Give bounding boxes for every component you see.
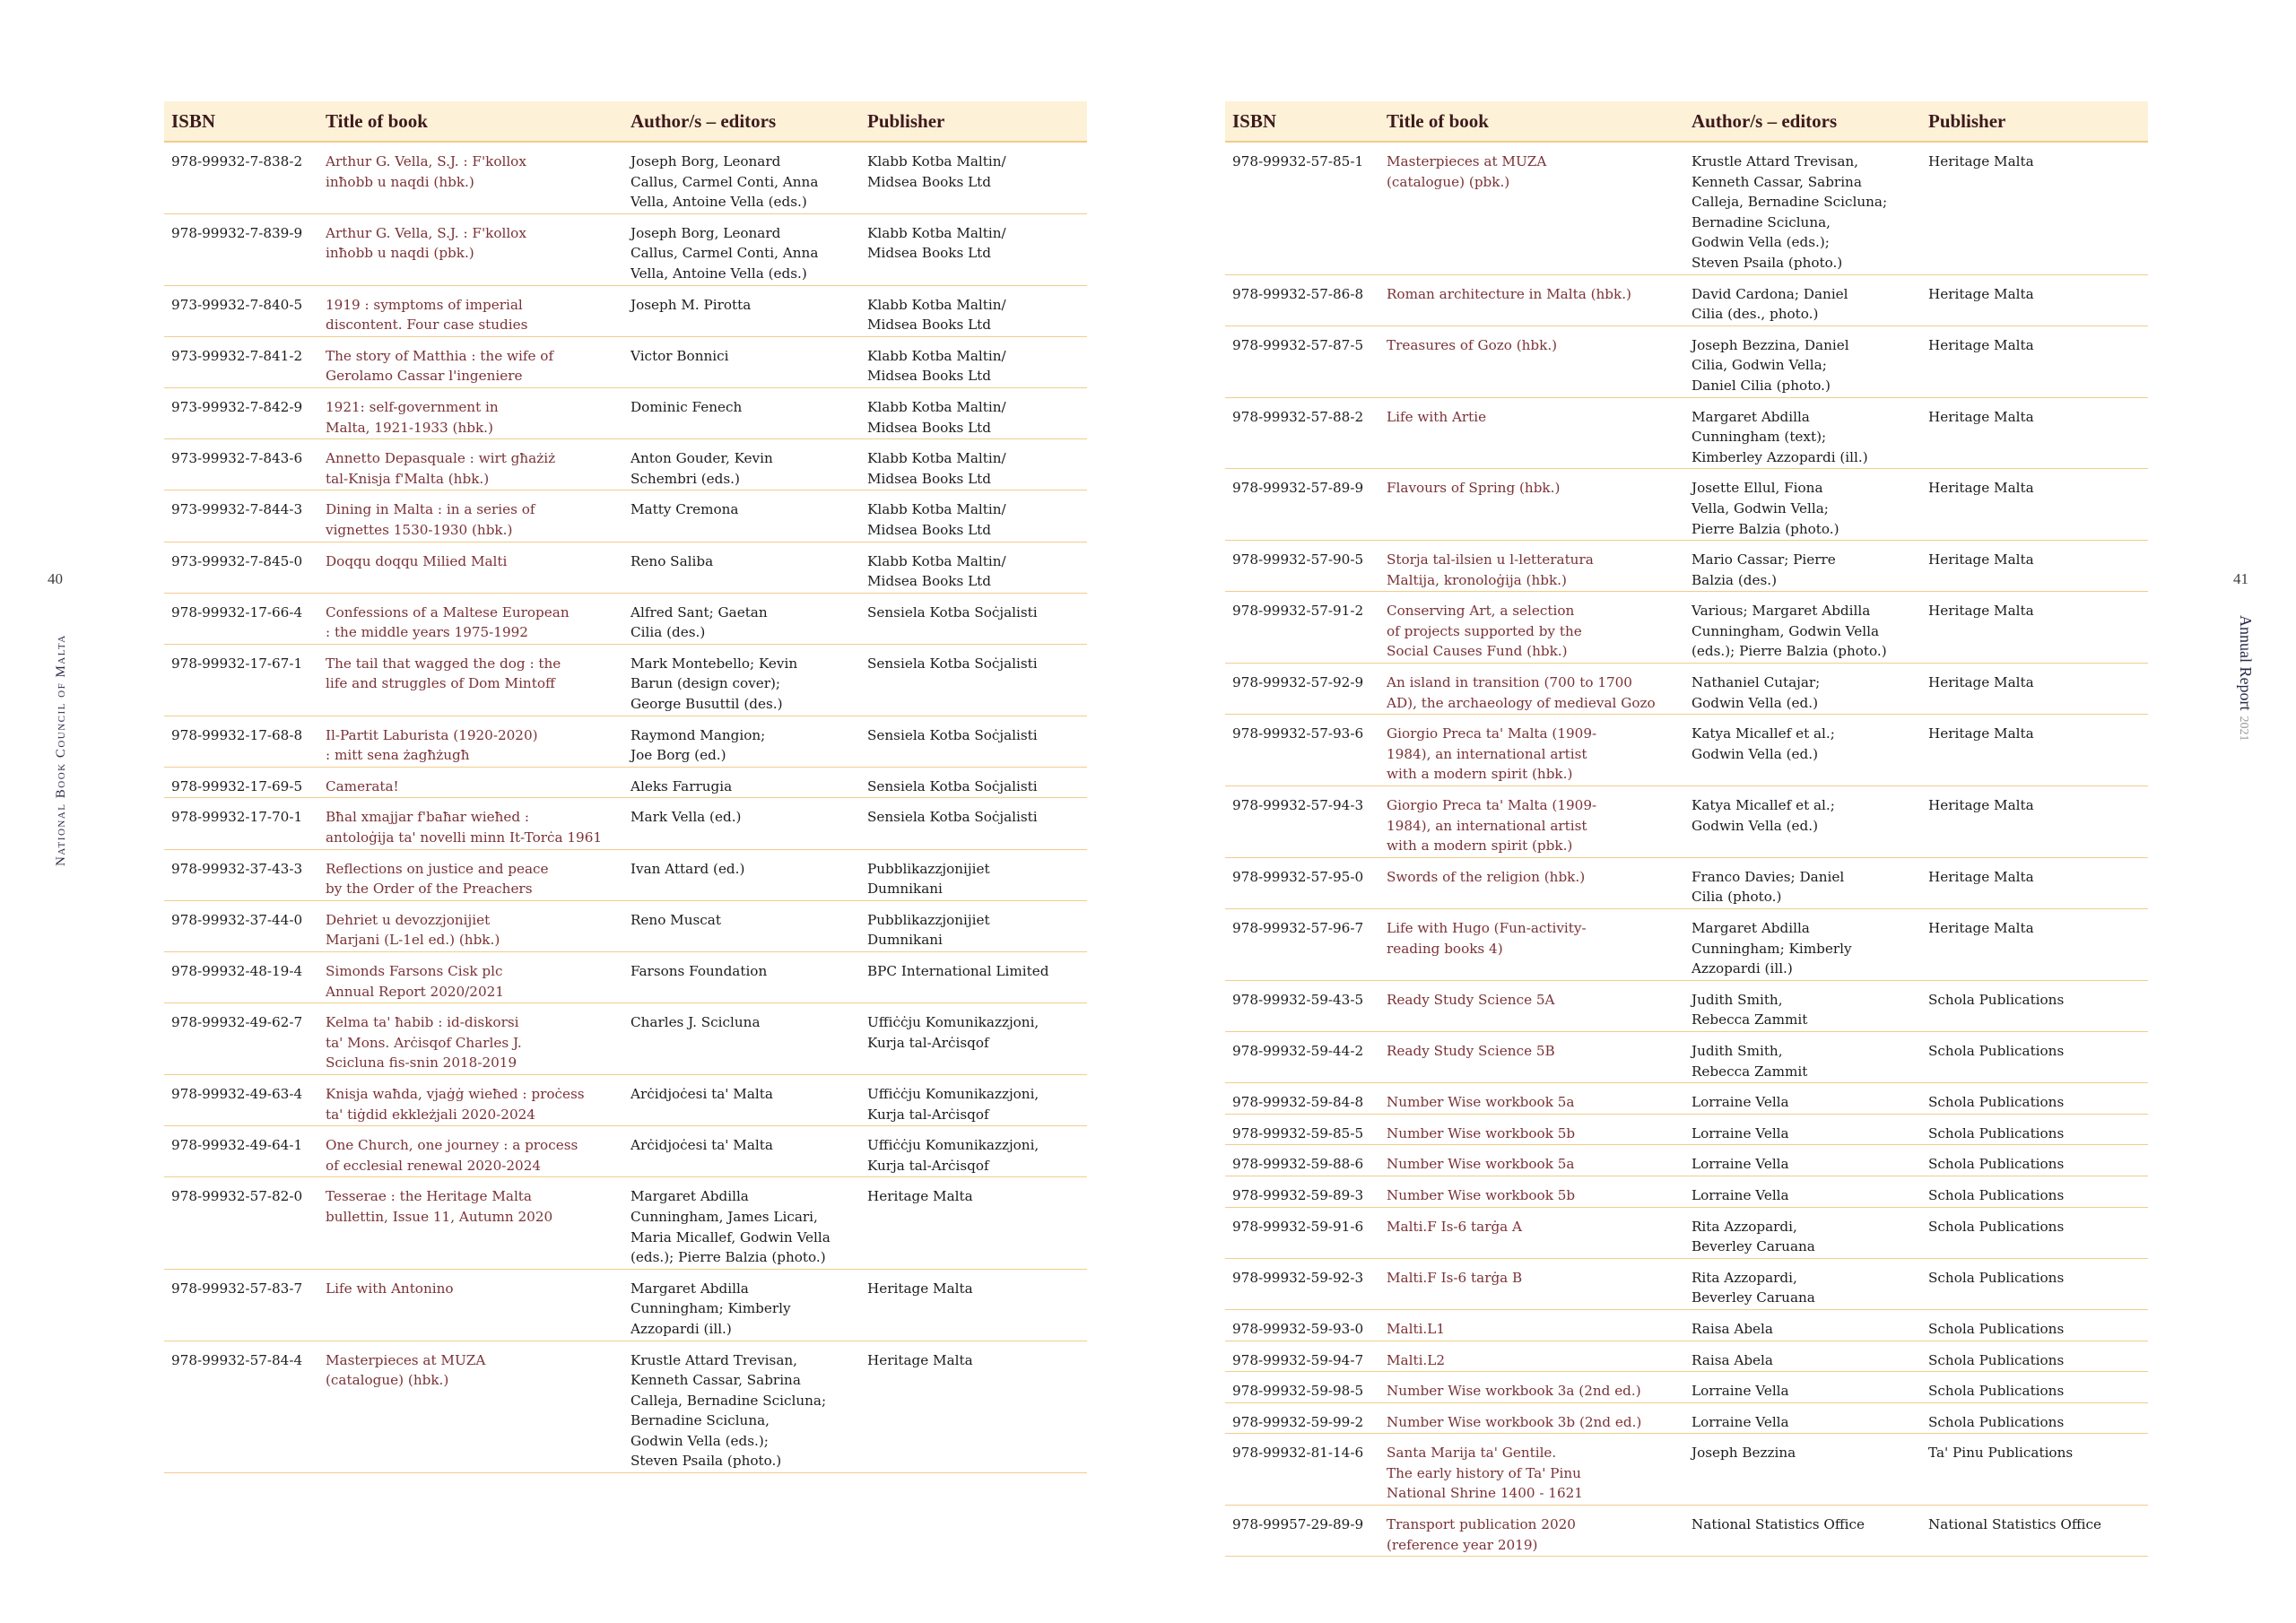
authors-cell: Margaret Abdilla Cunningham; Kimberly Azzopardi (ill.) [623,1269,860,1341]
table-row [1225,274,2148,325]
table-header-row [1225,101,2148,142]
publisher-cell: Heritage Malta [1921,274,2148,325]
isbn-cell: 978-99932-59-44-2 [1225,1031,1379,1082]
isbn-cell: 978-99932-7-839-9 [164,213,318,285]
sidebar-report-title [2236,615,2255,741]
isbn-cell: 978-99932-59-85-5 [1225,1114,1379,1145]
sidebar-report-label: Annual Report [2237,615,2255,711]
publisher-cell: Heritage Malta [1921,592,2148,664]
table-row [1225,1083,2148,1115]
book-title-cell: Bħal xmajjar f'baħar wieħed : antoloġija ta' novelli minn It-Torċa 1961 [318,798,623,849]
book-title-cell: 1921: self-government in Malta, 1921-1933 (hbk.) [318,387,623,438]
authors-cell: Franco Davies; Daniel Cilia (photo.) [1684,857,1921,908]
isbn-cell: 978-99932-59-94-7 [1225,1341,1379,1372]
book-title-cell: Arthur G. Vella, S.J. : F'kollox inħobb u naqdi (pbk.) [318,213,623,285]
table-row [1225,469,2148,541]
authors-cell: Lorraine Vella [1684,1114,1921,1145]
publisher-cell: Schola Publications [1921,1341,2148,1372]
book-title-cell: Giorgio Preca ta' Malta (1909- 1984), an international artist with a modern spirit (hbk.) [1379,715,1684,786]
authors-cell: Various; Margaret Abdilla Cunningham, Godwin Vella (eds.); Pierre Balzia (photo.) [1684,592,1921,664]
book-title-cell: Arthur G. Vella, S.J. : F'kollox inħobb u naqdi (hbk.) [318,142,623,213]
publisher-cell: Schola Publications [1921,1083,2148,1115]
table-row [1225,715,2148,786]
authors-cell: Mark Vella (ed.) [623,798,860,849]
isbn-cell: 978-99932-57-92-9 [1225,664,1379,715]
isbn-cell: 973-99932-7-843-6 [164,439,318,490]
authors-cell: Josette Ellul, Fiona Vella, Godwin Vella; Pierre Balzia (photo.) [1684,469,1921,541]
publisher-cell: Klabb Kotba Maltin/ Midsea Books Ltd [860,542,1087,593]
book-title-cell: Reflections on justice and peace by the Order of the Preachers [318,849,623,900]
authors-cell: Ivan Attard (ed.) [623,849,860,900]
isbn-cell: 978-99932-59-84-8 [1225,1083,1379,1115]
publisher-cell: Ta' Pinu Publications [1921,1434,2148,1506]
table-row [1225,1506,2148,1557]
table-row [1225,980,2148,1031]
authors-cell: Joseph M. Pirotta [623,285,860,336]
table-body-right [1225,142,2148,1557]
authors-cell: Arċidjoċesi ta' Malta [623,1074,860,1125]
isbn-cell: 978-99932-37-44-0 [164,900,318,951]
isbn-cell: 978-99932-48-19-4 [164,952,318,1003]
table-row [164,1003,1087,1075]
book-title-cell: Annetto Depasquale : wirt għażiż tal-Knisja f'Malta (hbk.) [318,439,623,490]
table-row [1225,1402,2148,1434]
book-title-cell: Dining in Malta : in a series of vignettes 1530-1930 (hbk.) [318,490,623,542]
isbn-cell: 973-99932-7-845-0 [164,542,318,593]
authors-cell: Judith Smith, Rebecca Zammit [1684,1031,1921,1082]
header-authors: Author/s – editors [1684,101,1921,142]
table-row [1225,1309,2148,1341]
table-body-left [164,142,1087,1473]
table-row [1225,664,2148,715]
isbn-cell: 978-99932-49-63-4 [164,1074,318,1125]
authors-cell: National Statistics Office [1684,1506,1921,1557]
publisher-cell: Heritage Malta [1921,541,2148,592]
publisher-cell: Schola Publications [1921,1145,2148,1176]
isbn-cell: 978-99932-59-92-3 [1225,1258,1379,1309]
authors-cell: Reno Saliba [623,542,860,593]
isbn-cell: 978-99932-59-93-0 [1225,1309,1379,1341]
isbn-cell: 973-99932-7-841-2 [164,336,318,387]
authors-cell: Raymond Mangion; Joe Borg (ed.) [623,716,860,767]
authors-cell: Margaret Abdilla Cunningham, James Licari, Maria Micallef, Godwin Vella (eds.); Pierre Balzia (photo.) [623,1177,860,1269]
isbn-cell: 978-99932-57-82-0 [164,1177,318,1269]
authors-cell: Lorraine Vella [1684,1083,1921,1115]
table-row [1225,909,2148,981]
isbn-cell: 978-99932-7-838-2 [164,142,318,213]
header-isbn: ISBN [1225,101,1379,142]
book-title-cell: Confessions of a Maltese European : the middle years 1975-1992 [318,593,623,644]
authors-cell: David Cardona; Daniel Cilia (des., photo.) [1684,274,1921,325]
header-title: Title of book [318,101,623,142]
table-row [1225,1434,2148,1506]
isbn-cell: 973-99932-7-840-5 [164,285,318,336]
authors-cell: Katya Micallef et al.; Godwin Vella (ed.) [1684,786,1921,858]
page-number-left: 40 [48,570,63,587]
publisher-cell: Pubblikazzjonijiet Dumnikani [860,900,1087,951]
isbn-table-right [1225,101,2148,1557]
isbn-cell: 978-99932-49-64-1 [164,1126,318,1177]
book-title-cell: Malti.L1 [1379,1309,1684,1341]
book-title-cell: Life with Artie [1379,397,1684,469]
book-title-cell: Flavours of Spring (hbk.) [1379,469,1684,541]
publisher-cell: Sensiela Kotba Soċjalisti [860,716,1087,767]
table-row [164,798,1087,849]
publisher-cell: Schola Publications [1921,980,2148,1031]
isbn-cell: 978-99932-59-89-3 [1225,1176,1379,1207]
table-row [164,1341,1087,1473]
publisher-cell: Uffiċċju Komunikazzjoni, Kurja tal-Arċisqof [860,1074,1087,1125]
book-title-cell: Life with Hugo (Fun-activity- reading books 4) [1379,909,1684,981]
authors-cell: Joseph Borg, Leonard Callus, Carmel Conti, Anna Vella, Antoine Vella (eds.) [623,142,860,213]
isbn-cell: 978-99932-57-83-7 [164,1269,318,1341]
isbn-cell: 978-99932-57-86-8 [1225,274,1379,325]
authors-cell: Krustle Attard Trevisan, Kenneth Cassar, Sabrina Calleja, Bernadine Scicluna; Bernadine Scicluna, Godwin Vella (eds.); Steven Psaila (photo.) [623,1341,860,1473]
authors-cell: Charles J. Scicluna [623,1003,860,1075]
authors-cell: Dominic Fenech [623,387,860,438]
book-title-cell: Roman architecture in Malta (hbk.) [1379,274,1684,325]
publisher-cell: Heritage Malta [860,1269,1087,1341]
publisher-cell: Klabb Kotba Maltin/ Midsea Books Ltd [860,285,1087,336]
authors-cell: Mark Montebello; Kevin Barun (design cover); George Busuttil (des.) [623,644,860,716]
authors-cell: Katya Micallef et al.; Godwin Vella (ed.) [1684,715,1921,786]
book-title-cell: Il-Partit Laburista (1920-2020) : mitt sena żagħżugħ [318,716,623,767]
isbn-table-left [164,101,1087,1473]
book-title-cell: Masterpieces at MUZA (catalogue) (pbk.) [1379,142,1684,274]
header-publisher: Publisher [860,101,1087,142]
table-row [164,1269,1087,1341]
table-row [164,593,1087,644]
table-row [164,644,1087,716]
authors-cell: Joseph Bezzina [1684,1434,1921,1506]
publisher-cell: Sensiela Kotba Soċjalisti [860,767,1087,798]
isbn-cell: 978-99932-17-66-4 [164,593,318,644]
isbn-cell: 978-99932-57-87-5 [1225,325,1379,397]
authors-cell: Rita Azzopardi, Beverley Caruana [1684,1258,1921,1309]
isbn-cell: 978-99932-59-98-5 [1225,1372,1379,1403]
book-title-cell: Malti.F Is-6 tarġa B [1379,1258,1684,1309]
isbn-cell: 978-99932-17-67-1 [164,644,318,716]
authors-cell: Joseph Bezzina, Daniel Cilia, Godwin Vella; Daniel Cilia (photo.) [1684,325,1921,397]
table-row [164,336,1087,387]
isbn-cell: 978-99932-81-14-6 [1225,1434,1379,1506]
sidebar-publisher-name: National Book Council of Malta [54,634,68,866]
isbn-cell: 978-99932-59-43-5 [1225,980,1379,1031]
table-row [164,1074,1087,1125]
table-row [1225,325,2148,397]
authors-cell: Lorraine Vella [1684,1372,1921,1403]
authors-cell: Alfred Sant; Gaetan Cilia (des.) [623,593,860,644]
publisher-cell: Klabb Kotba Maltin/ Midsea Books Ltd [860,490,1087,542]
publisher-cell: Uffiċċju Komunikazzjoni, Kurja tal-Arċisqof [860,1003,1087,1075]
book-title-cell: Ready Study Science 5B [1379,1031,1684,1082]
book-title-cell: Transport publication 2020 (reference year 2019) [1379,1506,1684,1557]
book-title-cell: Giorgio Preca ta' Malta (1909- 1984), an international artist with a modern spirit (pbk.) [1379,786,1684,858]
isbn-cell: 978-99932-57-88-2 [1225,397,1379,469]
book-title-cell: Number Wise workbook 5a [1379,1083,1684,1115]
table-row [1225,1114,2148,1145]
publisher-cell: Schola Publications [1921,1372,2148,1403]
publisher-cell: Schola Publications [1921,1176,2148,1207]
authors-cell: Lorraine Vella [1684,1176,1921,1207]
publisher-cell: Heritage Malta [1921,664,2148,715]
table-row [1225,1258,2148,1309]
isbn-cell: 978-99932-57-96-7 [1225,909,1379,981]
table-row [1225,1372,2148,1403]
authors-cell: Joseph Borg, Leonard Callus, Carmel Conti, Anna Vella, Antoine Vella (eds.) [623,213,860,285]
publisher-cell: Heritage Malta [1921,715,2148,786]
isbn-cell: 978-99932-17-70-1 [164,798,318,849]
publisher-cell: Klabb Kotba Maltin/ Midsea Books Ltd [860,439,1087,490]
book-title-cell: Number Wise workbook 3b (2nd ed.) [1379,1402,1684,1434]
publisher-cell: Schola Publications [1921,1402,2148,1434]
table-row [164,285,1087,336]
publisher-cell: Heritage Malta [1921,142,2148,274]
publisher-cell: Klabb Kotba Maltin/ Midsea Books Ltd [860,336,1087,387]
book-title-cell: Malti.F Is-6 tarġa A [1379,1207,1684,1258]
authors-cell: Farsons Foundation [623,952,860,1003]
book-title-cell: Camerata! [318,767,623,798]
publisher-cell: BPC International Limited [860,952,1087,1003]
isbn-cell: 978-99932-57-89-9 [1225,469,1379,541]
page-number-right: 41 [2233,570,2248,587]
authors-cell: Arċidjoċesi ta' Malta [623,1126,860,1177]
publisher-cell: Heritage Malta [1921,857,2148,908]
book-title-cell: Number Wise workbook 5b [1379,1114,1684,1145]
publisher-cell: Klabb Kotba Maltin/ Midsea Books Ltd [860,142,1087,213]
table-row [1225,1145,2148,1176]
isbn-cell: 978-99932-59-88-6 [1225,1145,1379,1176]
table-row [164,849,1087,900]
authors-cell: Matty Cremona [623,490,860,542]
authors-cell: Reno Muscat [623,900,860,951]
authors-cell: Margaret Abdilla Cunningham (text); Kimberley Azzopardi (ill.) [1684,397,1921,469]
header-publisher: Publisher [1921,101,2148,142]
authors-cell: Raisa Abela [1684,1341,1921,1372]
table-row [1225,142,2148,274]
authors-cell: Judith Smith, Rebecca Zammit [1684,980,1921,1031]
table-row [164,387,1087,438]
isbn-cell: 978-99932-57-93-6 [1225,715,1379,786]
isbn-cell: 978-99957-29-89-9 [1225,1506,1379,1557]
book-title-cell: Masterpieces at MUZA (catalogue) (hbk.) [318,1341,623,1473]
publisher-cell: Pubblikazzjonijiet Dumnikani [860,849,1087,900]
book-title-cell: Number Wise workbook 5b [1379,1176,1684,1207]
header-isbn: ISBN [164,101,318,142]
publisher-cell: Schola Publications [1921,1258,2148,1309]
book-title-cell: Life with Antonino [318,1269,623,1341]
isbn-cell: 978-99932-57-95-0 [1225,857,1379,908]
publisher-cell: Heritage Malta [860,1177,1087,1269]
isbn-cell: 978-99932-59-91-6 [1225,1207,1379,1258]
book-title-cell: Knisja waħda, vjaġġ wieħed : proċess ta' tiġdid ekkleżjali 2020-2024 [318,1074,623,1125]
book-title-cell: Dehriet u devozzjonijiet Marjani (L-1el ed.) (hbk.) [318,900,623,951]
publisher-cell: Sensiela Kotba Soċjalisti [860,593,1087,644]
book-title-cell: 1919 : symptoms of imperial discontent. Four case studies [318,285,623,336]
book-title-cell: The tail that wagged the dog : the life and struggles of Dom Mintoff [318,644,623,716]
publisher-cell: Schola Publications [1921,1207,2148,1258]
table-row [1225,1207,2148,1258]
table-row [164,1126,1087,1177]
publisher-cell: Klabb Kotba Maltin/ Midsea Books Ltd [860,387,1087,438]
book-title-cell: Conserving Art, a selection of projects supported by the Social Causes Fund (hbk.) [1379,592,1684,664]
table-row [164,900,1087,951]
publisher-cell: Heritage Malta [1921,909,2148,981]
publisher-cell: Heritage Malta [1921,469,2148,541]
isbn-cell: 978-99932-49-62-7 [164,1003,318,1075]
authors-cell: Krustle Attard Trevisan, Kenneth Cassar, Sabrina Calleja, Bernadine Scicluna; Bernadine Scicluna, Godwin Vella (eds.); Steven Psaila (photo.) [1684,142,1921,274]
isbn-cell: 978-99932-57-91-2 [1225,592,1379,664]
publisher-cell: Sensiela Kotba Soċjalisti [860,644,1087,716]
publisher-cell: Schola Publications [1921,1309,2148,1341]
authors-cell: Aleks Farrugia [623,767,860,798]
table-row [1225,397,2148,469]
isbn-cell: 978-99932-17-69-5 [164,767,318,798]
header-title: Title of book [1379,101,1684,142]
publisher-cell: Heritage Malta [1921,325,2148,397]
table-row [164,142,1087,213]
isbn-cell: 978-99932-57-94-3 [1225,786,1379,858]
authors-cell: Mario Cassar; Pierre Balzia (des.) [1684,541,1921,592]
publisher-cell: Heritage Malta [1921,786,2148,858]
table-header-row [164,101,1087,142]
table-row [164,952,1087,1003]
table-row [164,490,1087,542]
book-title-cell: Tesserae : the Heritage Malta bullettin, Issue 11, Autumn 2020 [318,1177,623,1269]
isbn-cell: 978-99932-37-43-3 [164,849,318,900]
book-title-cell: Santa Marija ta' Gentile. The early history of Ta' Pinu National Shrine 1400 - 1621 [1379,1434,1684,1506]
book-title-cell: One Church, one journey : a process of ecclesial renewal 2020-2024 [318,1126,623,1177]
table-row [1225,1341,2148,1372]
authors-cell: Anton Gouder, Kevin Schembri (eds.) [623,439,860,490]
table-row [1225,592,2148,664]
book-title-cell: Malti.L2 [1379,1341,1684,1372]
table-row [1225,857,2148,908]
book-title-cell: Number Wise workbook 3a (2nd ed.) [1379,1372,1684,1403]
authors-cell: Rita Azzopardi, Beverley Caruana [1684,1207,1921,1258]
authors-cell: Lorraine Vella [1684,1402,1921,1434]
publisher-cell: Uffiċċju Komunikazzjoni, Kurja tal-Arċisqof [860,1126,1087,1177]
table-row [1225,786,2148,858]
table-row [164,213,1087,285]
publisher-cell: Schola Publications [1921,1031,2148,1082]
table-row [164,716,1087,767]
book-title-cell: Ready Study Science 5A [1379,980,1684,1031]
publisher-cell: Schola Publications [1921,1114,2148,1145]
book-title-cell: Treasures of Gozo (hbk.) [1379,325,1684,397]
isbn-cell: 973-99932-7-844-3 [164,490,318,542]
book-title-cell: The story of Matthia : the wife of Gerolamo Cassar l'ingeniere [318,336,623,387]
publisher-cell: National Statistics Office [1921,1506,2148,1557]
isbn-cell: 978-99932-57-85-1 [1225,142,1379,274]
publisher-cell: Sensiela Kotba Soċjalisti [860,798,1087,849]
isbn-cell: 978-99932-59-99-2 [1225,1402,1379,1434]
authors-cell: Margaret Abdilla Cunningham; Kimberly Azzopardi (ill.) [1684,909,1921,981]
isbn-cell: 973-99932-7-842-9 [164,387,318,438]
table-row [1225,541,2148,592]
publisher-cell: Klabb Kotba Maltin/ Midsea Books Ltd [860,213,1087,285]
table-row [164,542,1087,593]
sidebar-report-year: 2021 [2237,716,2250,742]
table-row [164,767,1087,798]
book-title-cell: Swords of the religion (hbk.) [1379,857,1684,908]
authors-cell: Victor Bonnici [623,336,860,387]
book-title-cell: Simonds Farsons Cisk plc Annual Report 2020/2021 [318,952,623,1003]
book-title-cell: Doqqu doqqu Milied Malti [318,542,623,593]
isbn-cell: 978-99932-17-68-8 [164,716,318,767]
authors-cell: Raisa Abela [1684,1309,1921,1341]
authors-cell: Lorraine Vella [1684,1145,1921,1176]
header-authors: Author/s – editors [623,101,860,142]
authors-cell: Nathaniel Cutajar; Godwin Vella (ed.) [1684,664,1921,715]
isbn-cell: 978-99932-57-84-4 [164,1341,318,1473]
book-title-cell: Storja tal-ilsien u l-letteratura Maltija, kronoloġija (hbk.) [1379,541,1684,592]
table-row [1225,1176,2148,1207]
publisher-cell: Heritage Malta [1921,397,2148,469]
table-row [1225,1031,2148,1082]
publisher-cell: Heritage Malta [860,1341,1087,1473]
table-row [164,439,1087,490]
isbn-cell: 978-99932-57-90-5 [1225,541,1379,592]
book-title-cell: Kelma ta' ħabib : id-diskorsi ta' Mons. Arċisqof Charles J. Scicluna fis-snin 2018-2019 [318,1003,623,1075]
book-title-cell: An island in transition (700 to 1700 AD), the archaeology of medieval Gozo [1379,664,1684,715]
table-row [164,1177,1087,1269]
book-title-cell: Number Wise workbook 5a [1379,1145,1684,1176]
